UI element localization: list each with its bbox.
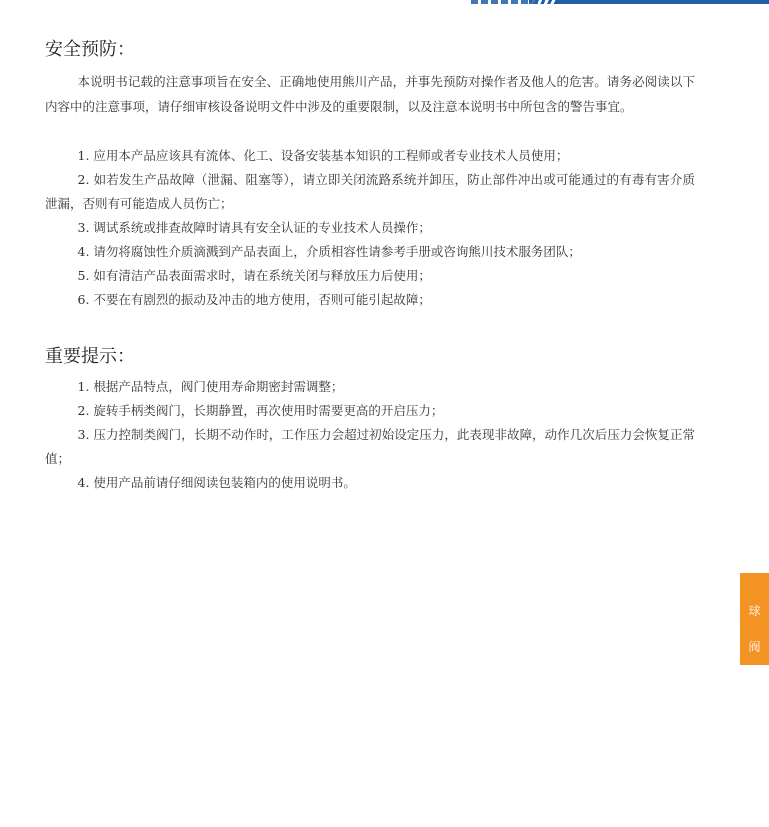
document-body <box>45 38 695 495</box>
safety-precautions-list <box>45 144 695 312</box>
list-item: 4. 使用产品前请仔细阅读包装箱内的使用说明书。 <box>77 475 356 490</box>
header-blue-bar <box>557 0 769 4</box>
important-tips-list <box>45 375 695 495</box>
list-item: 3. 压力控制类阀门，长期不动作时，工作压力会超过初始设定压力，此表现非故障，动作几次后压力会恢复正常值； <box>45 427 695 466</box>
list-item: 3. 调试系统或排查故障时请具有安全认证的专业技术人员操作； <box>77 220 431 235</box>
safety-intro-paragraph: 本说明书记载的注意事项旨在安全、正确地使用熊川产品，并事先预防对操作者及他人的危害。请务必阅读以下内容中的注意事项，请仔细审核设备说明文件中涉及的重要限制，以及注意本说明书中所包含的警告事宜。 <box>45 74 695 114</box>
side-tab-char: 球 <box>748 604 761 618</box>
side-tab-ball-valve[interactable] <box>740 573 769 665</box>
list-item: 2. 如若发生产品故障（泄漏、阻塞等），请立即关闭流路系统并卸压，防止部件冲出或可能通过的有毒有害介质泄漏，否则有可能造成人员伤亡； <box>45 172 695 211</box>
list-item: 1. 根据产品特点，阀门使用寿命期密封需调整； <box>77 379 344 394</box>
list-item: 1. 应用本产品应该具有流体、化工、设备安装基本知识的工程师或者专业技术人员使用； <box>77 148 569 163</box>
header-stripes <box>529 0 557 4</box>
header-brand-strip <box>409 0 769 6</box>
list-item: 5. 如有清洁产品表面需求时，请在系统关闭与释放压力后使用； <box>77 268 431 283</box>
list-item: 4. 请勿将腐蚀性介质滴溅到产品表面上，介质相容性请参考手册或咨询熊川技术服务团队； <box>77 244 581 259</box>
safety-section-title: 安全预防： <box>45 39 135 60</box>
side-tab-char: 阀 <box>748 640 761 654</box>
list-item: 6. 不要在有剧烈的振动及冲击的地方使用，否则可能引起故障； <box>77 292 431 307</box>
list-item: 2. 旋转手柄类阀门，长期静置，再次使用时需要更高的开启压力； <box>77 403 444 418</box>
tips-section-title: 重要提示： <box>45 346 135 367</box>
